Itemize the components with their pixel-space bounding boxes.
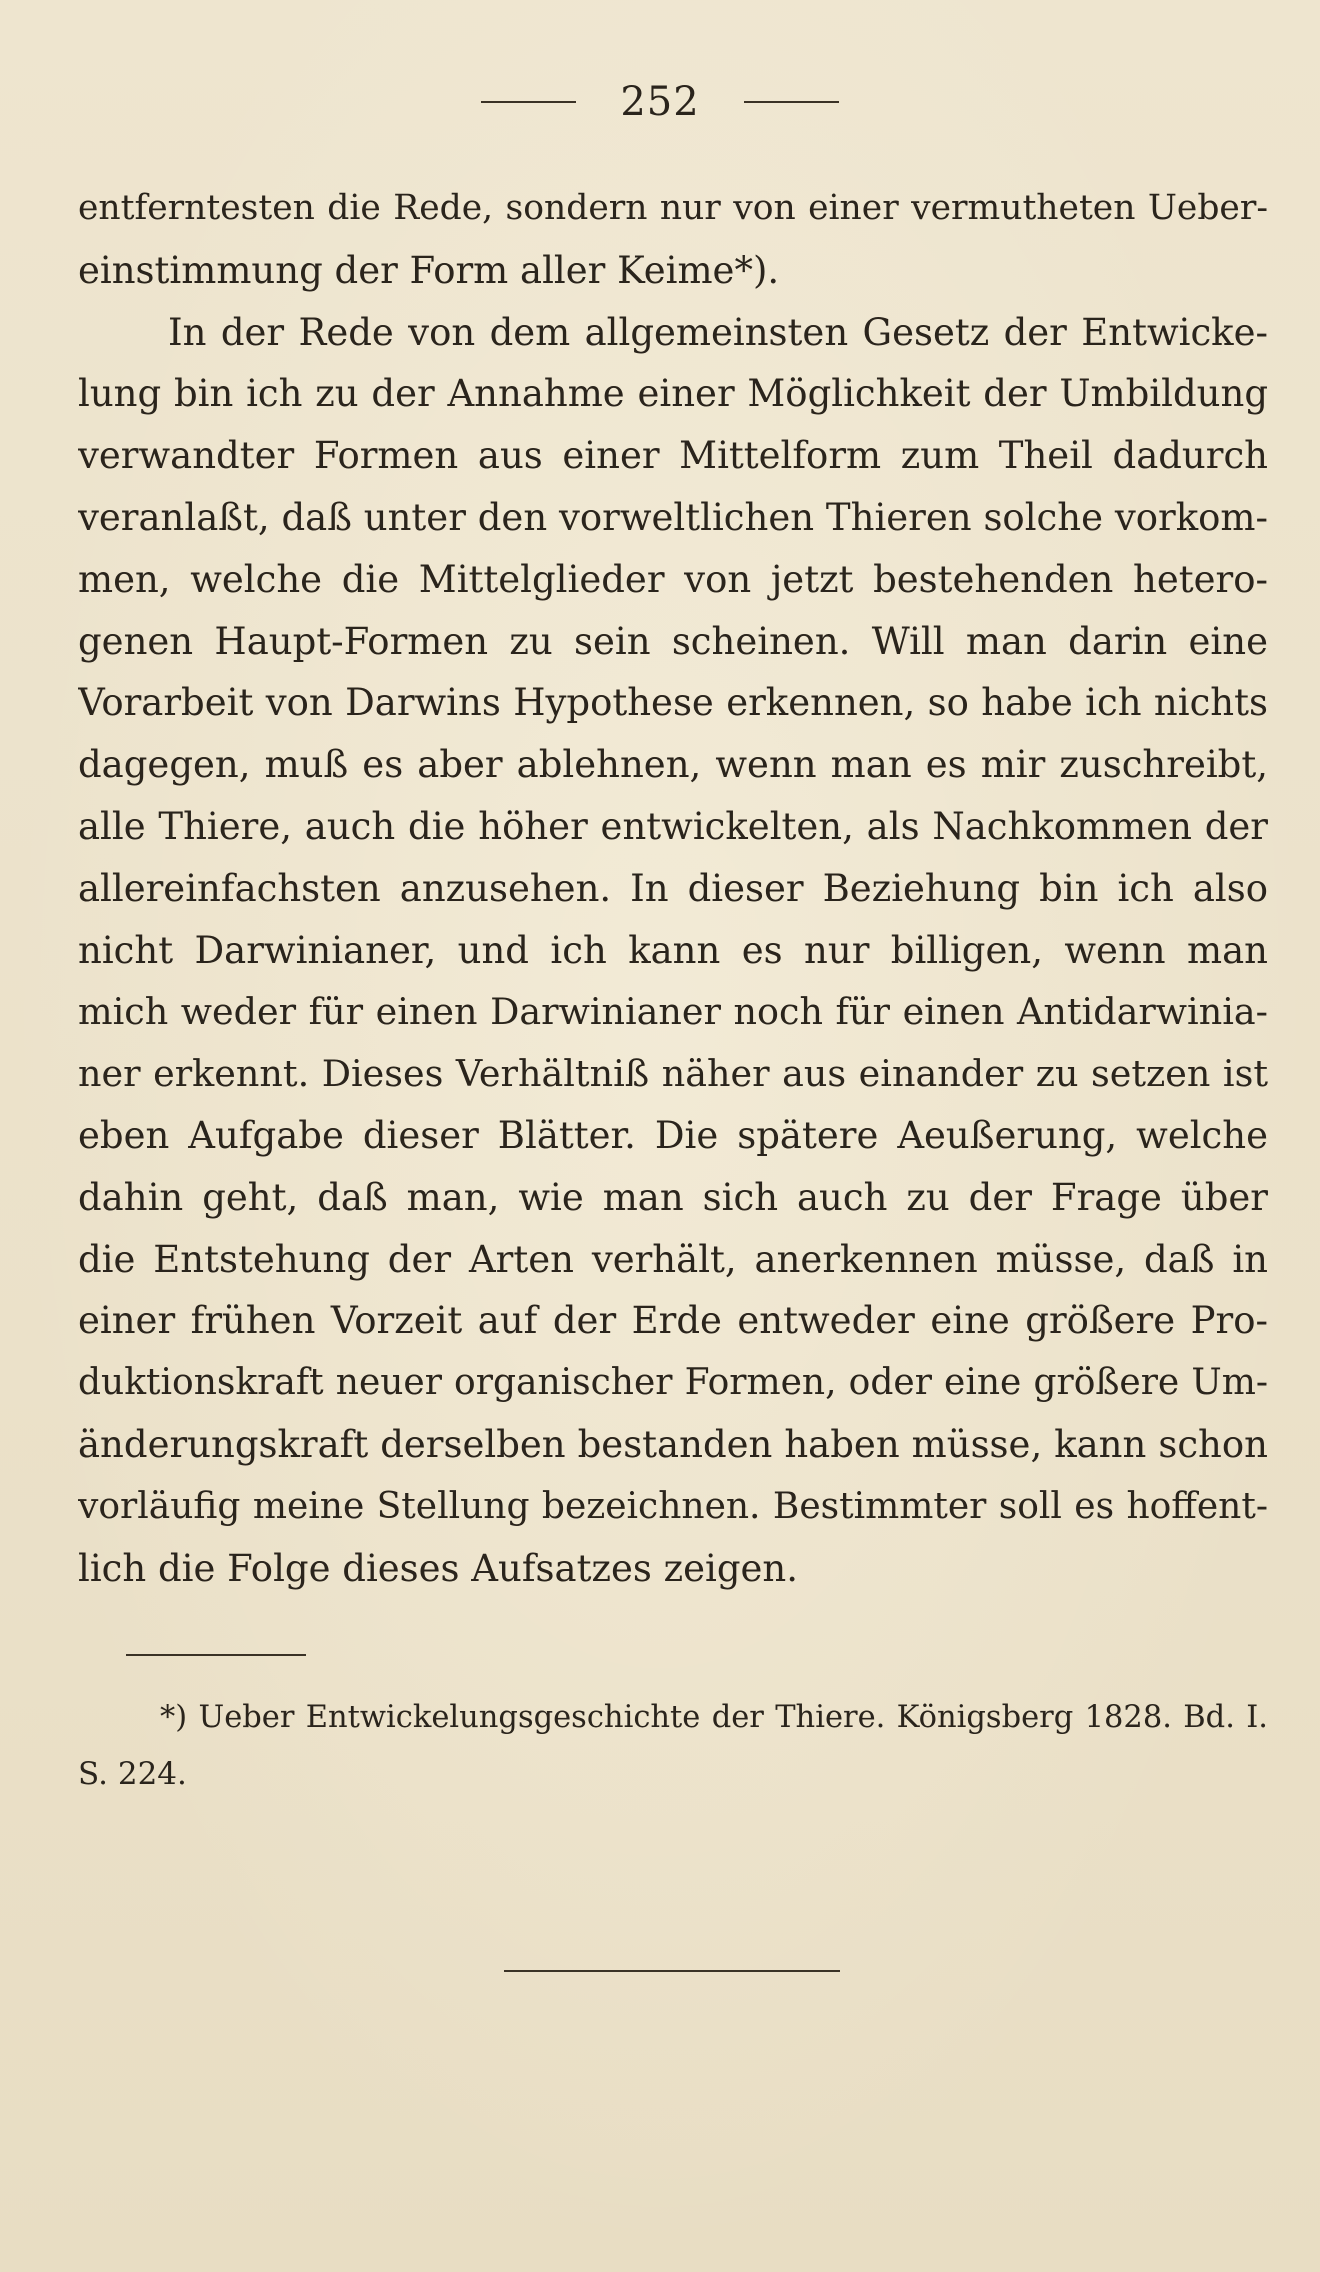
text-line: In der Rede von dem allgemeinsten Gesetz der Entwicke- — [168, 310, 1268, 354]
page-end-rule — [504, 1970, 840, 1972]
page-number: 252 — [620, 79, 700, 125]
text-line: duktionskraft neuer organischer Formen, oder eine größere Um- — [78, 1362, 1268, 1404]
text-line: die Entstehung der Arten verhält, anerkennen müsse, daß in — [78, 1237, 1268, 1281]
footnote — [78, 1690, 1268, 1802]
text-line: lich die Folge dieses Aufsatzes zeigen. — [78, 1546, 799, 1590]
text-line: vorläufig meine Stellung bezeichnen. Bestimmter soll es hoffent- — [78, 1485, 1268, 1527]
text-line: dagegen, muß es aber ablehnen, wenn man es mir zuschreibt, — [78, 743, 1268, 787]
text-line: alle Thiere, auch die höher entwickelten, als Nachkommen der — [78, 804, 1268, 848]
text-line: nicht Darwinianer, und ich kann es nur billigen, wenn man — [78, 928, 1268, 972]
text-line: mich weder für einen Darwinianer noch für einen Antidarwinia- — [78, 990, 1268, 1034]
text-line: men, welche die Mittelglieder von jetzt bestehenden hetero- — [78, 557, 1268, 601]
footnote-separator — [126, 1654, 306, 1656]
body-text — [78, 178, 1268, 1599]
footnote-line: S. 224. — [78, 1756, 187, 1792]
text-line: verwandter Formen aus einer Mittelform zum Theil dadurch — [78, 434, 1268, 478]
text-line: entferntesten die Rede, sondern nur von einer vermutheten Ueber- — [78, 188, 1268, 228]
text-line: lung bin ich zu der Annahme einer Möglichkeit der Umbildung — [78, 372, 1268, 416]
text-line: änderungskraft derselben bestanden haben müsse, kann schon — [78, 1422, 1268, 1466]
text-line: einer frühen Vorzeit auf der Erde entweder eine größere Pro- — [78, 1299, 1268, 1343]
text-line: dahin geht, daß man, wie man sich auch zu der Frage über — [78, 1175, 1268, 1219]
text-line: ner erkennt. Dieses Verhältniß näher aus einander zu setzen ist — [78, 1052, 1268, 1096]
text-line: allereinfachsten anzusehen. In dieser Beziehung bin ich also — [78, 866, 1268, 910]
text-line: genen Haupt-Formen zu sein scheinen. Will man darin eine — [78, 619, 1268, 663]
header-rule-right — [744, 101, 839, 103]
text-line: eben Aufgabe dieser Blätter. Die spätere Aeußerung, welche — [78, 1113, 1268, 1157]
text-line: veranlaßt, daß unter den vorweltlichen Thieren solche vorkom- — [78, 495, 1268, 539]
page-header — [0, 72, 1320, 132]
header-rule-left — [481, 101, 576, 103]
text-line: einstimmung der Form aller Keime*). — [78, 248, 780, 292]
footnote-line: *) Ueber Entwickelungsgeschichte der Thiere. Königsberg 1828. Bd. I. — [160, 1700, 1268, 1735]
text-line: Vorarbeit von Darwins Hypothese erkennen, so habe ich nichts — [78, 681, 1268, 725]
